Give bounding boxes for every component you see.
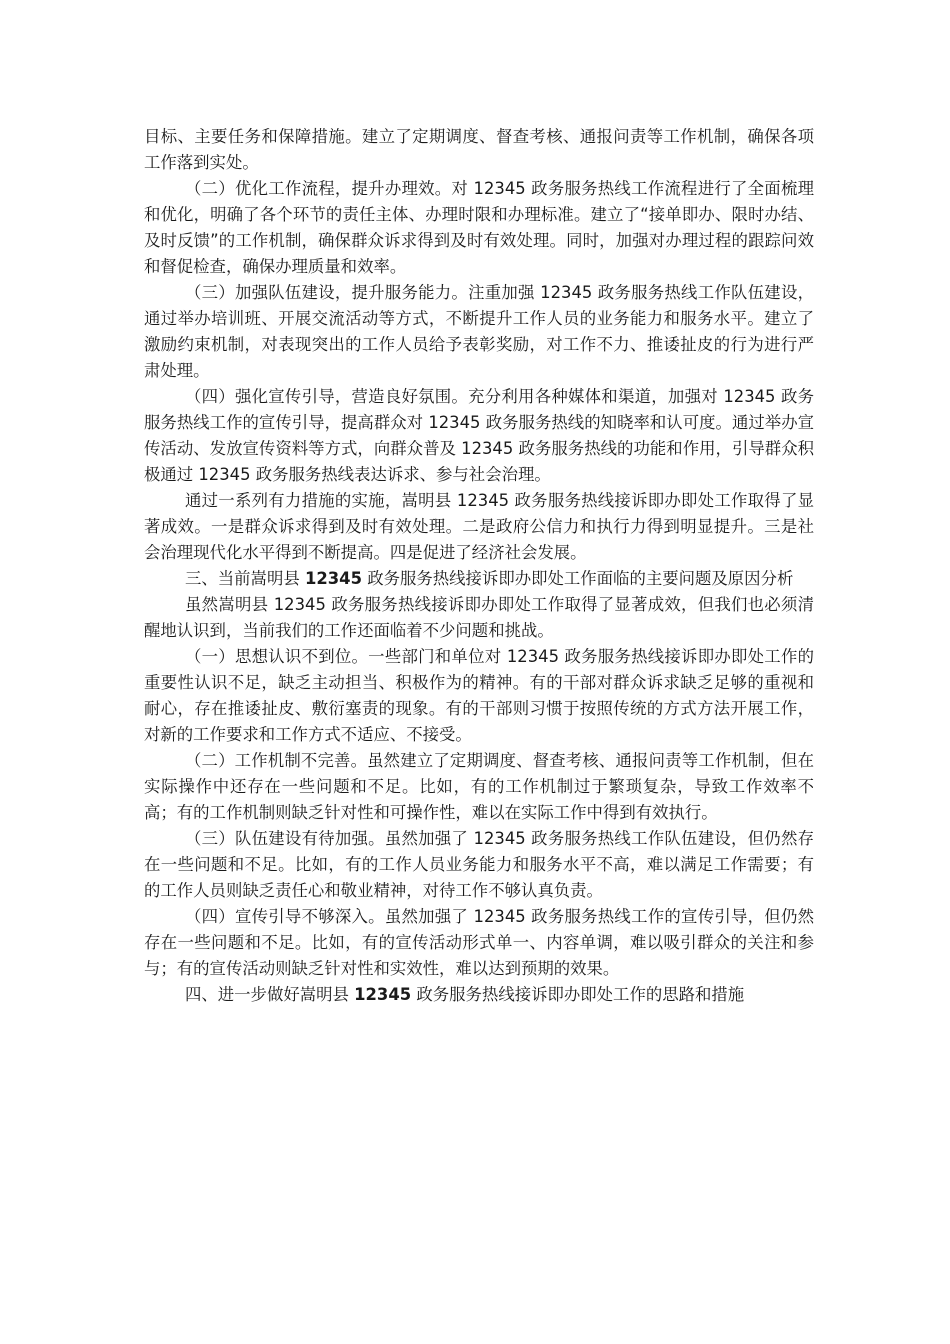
section-heading-three (144, 566, 814, 592)
heading-four-number: 12345 (354, 985, 412, 1004)
paragraph-results: 通过一系列有力措施的实施，嵩明县 12345 政务服务热线接诉即办即处工作取得了显著成效。一是群众诉求得到及时有效处理。二是政府公信力和执行力得到明显提升。三是社会治理现代化水平得到不断提高。四是促进了经济社会发展。 (144, 491, 814, 562)
paragraph-continued: 目标、主要任务和保障措施。建立了定期调度、督查考核、通报问责等工作机制，确保各项工作落到实处。 (144, 127, 814, 172)
paragraph-awareness: （一）思想认识不到位。一些部门和单位对 12345 政务服务热线接诉即办即处工作的重要性认识不足，缺乏主动担当、积极作为的精神。有的干部对群众诉求缺乏足够的重视和耐心，存在推诿扯皮、敷衍塞责的现象。有的干部则习惯于按照传统的方式方法开展工作，对新的工作要求和工作方式不适应、不接受。 (144, 647, 814, 744)
paragraph-problems-intro: 虽然嵩明县 12345 政务服务热线接诉即办即处工作取得了显著成效，但我们也必须清醒地认识到，当前我们的工作还面临着不少问题和挑战。 (144, 595, 814, 640)
document-body (144, 124, 814, 1008)
heading-three-number: 12345 (304, 569, 362, 588)
heading-three-before: 三、当前嵩明县 (185, 569, 305, 588)
heading-four-before: 四、进一步做好嵩明县 (185, 985, 355, 1004)
heading-three-after: 政务服务热线接诉即办即处工作面临的主要问题及原因分析 (361, 569, 794, 588)
section-heading-four (144, 982, 814, 1008)
paragraph-mechanism: （二）工作机制不完善。虽然建立了定期调度、督查考核、通报问责等工作机制，但在实际操作中还存在一些问题和不足。比如，有的工作机制过于繁琐复杂，导致工作效率不高；有的工作机制则缺乏针对性和可操作性，难以在实际工作中得到有效执行。 (144, 751, 814, 822)
heading-four-after: 政务服务热线接诉即办即处工作的思路和措施 (411, 985, 745, 1004)
paragraph-team-building: （三）加强队伍建设，提升服务能力。注重加强 12345 政务服务热线工作队伍建设，通过举办培训班、开展交流活动等方式，不断提升工作人员的业务能力和服务水平。建立了激励约束机制，对表现突出的工作人员给予表彰奖励，对工作不力、推诿扯皮的行为进行严肃处理。 (144, 283, 814, 380)
paragraph-optimize-workflow: （二）优化工作流程，提升办理效。对 12345 政务服务热线工作流程进行了全面梳理和优化，明确了各个环节的责任主体、办理时限和办理标准。建立了“接单即办、限时办结、及时反馈”的工作机制，确保群众诉求得到及时有效处理。同时，加强对办理过程的跟踪问效和督促检查，确保办理质量和效率。 (144, 179, 814, 276)
paragraph-team-weakness: （三）队伍建设有待加强。虽然加强了 12345 政务服务热线工作队伍建设，但仍然存在一些问题和不足。比如，有的工作人员业务能力和服务水平不高，难以满足工作需要；有的工作人员则缺乏责任心和敬业精神，对待工作不够认真负责。 (144, 829, 814, 900)
paragraph-publicity: （四）强化宣传引导，营造良好氛围。充分利用各种媒体和渠道，加强对 12345 政务服务热线工作的宣传引导，提高群众对 12345 政务服务热线的知晓率和认可度。通过举办宣传活动、发放宣传资料等方式，向群众普及 12345 政务服务热线的功能和作用，引导群众积极通过 12345 政务服务热线表达诉求、参与社会治理。 (144, 387, 814, 484)
paragraph-publicity-weakness: （四）宣传引导不够深入。虽然加强了 12345 政务服务热线工作的宣传引导，但仍然存在一些问题和不足。比如，有的宣传活动形式单一、内容单调，难以吸引群众的关注和参与；有的宣传活动则缺乏针对性和实效性，难以达到预期的效果。 (144, 907, 814, 978)
